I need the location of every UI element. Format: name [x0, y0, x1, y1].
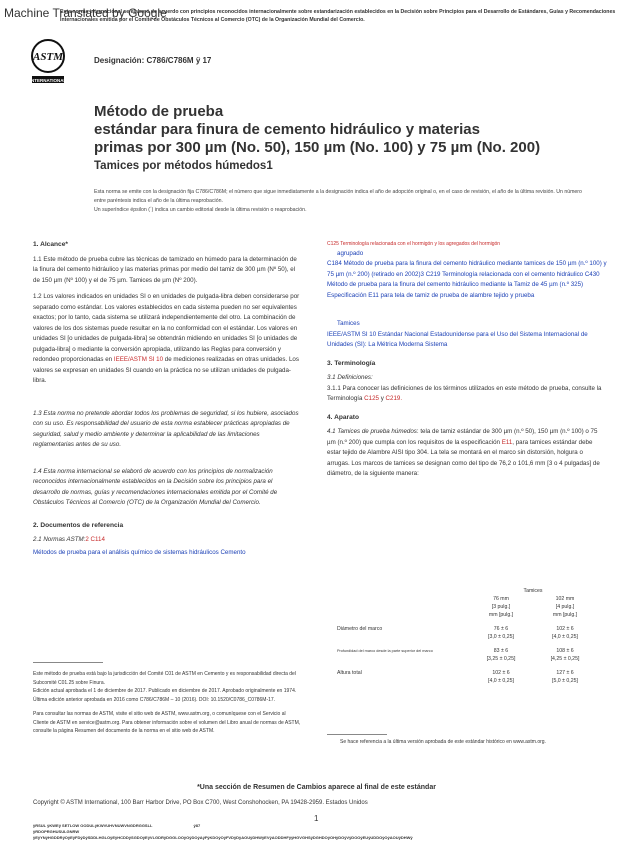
footnote-rule — [33, 662, 103, 663]
footer-code-1: ÿRSUL ÿKWEÿ SETLOW OODULÿKWVUHVNUWVNGDRGGSLL ÿ87 — [33, 823, 201, 828]
para-1-3: 1.3 Esta norma no pretende abordar todos los problemas de seguridad, si los hubiere, asociados con su uso. Es responsabilidad del usuario de esta norma establecer prácticas apropiadas de seguridad, salud y medio ambiente y determinar la aplicabilidad de las limitaciones reglamentarias antes de su uso. — [33, 409, 299, 448]
designation-notes — [94, 188, 584, 215]
footnote-1: Este método de prueba está bajo la jurisdicción del Comité C01 de ASTM en Cemento y es responsabilidad directa del Subcomité C01.25 sobre Finura. — [33, 671, 296, 686]
table-head: Tamices — [523, 588, 543, 594]
c219-link[interactable]: C219. — [385, 395, 403, 402]
copyright: Copyright © ASTM International, 100 Barr Harbor Drive, PO Box C700, West Conshohocken, PA 19428-2959. Estados Unidos — [33, 800, 368, 806]
note-1: Esta norma se emite con la designación fija C786/C786M; el número que sigue inmediatamente a la designación indica el año de adopción original o, en el caso de revisión, el año de la última revisión. Un número entre paréntesis indica el año de la última reaprobación. — [94, 189, 582, 204]
c114-link[interactable]: 2 C114 — [85, 536, 105, 543]
top-note: Esta norma internacional se elaboró de acuerdo con principios reconocidos internacionalmente sobre estandarización establecidos en la Decisión sobre Principios para el Desarrollo de Estándares, Guías y Recomendaciones Internacionales emitida por el Comité de Obstáculos Técnicos al Comercio (OTC) de la Organización Mundial del Comercio. — [60, 9, 616, 23]
sieve-table: Tamices 76 mm [3 pulg.] mm [pulg.] 102 mm [4 pulg.] mm [pulg.] Diámetro del marco 76 ± 6 [3,0 ± 0,25] 102 ± 6 [4,0 ± 0,25] Profundidad del marco desde la parte superior del marco 83 ± 6 [3,25 ± 0,25] 108 ± 6 [4,25 ± 0,25] Altura total 102 ± 6 [4,0 ± 0,25] 127 ± 6 [5,0 ± 0,25] — [335, 587, 605, 685]
page-title: Método de prueba estándar para finura de cemento hidráulico y materias primas por 300 µm (No. 50), 150 µm (No. 100) y 75 µm (No. 200) Tamices por métodos húmedos1 — [94, 103, 541, 172]
ref-c125: C125 Terminología relacionada con el hormigón y los agregados del hormigón — [327, 241, 501, 247]
e11-link[interactable]: E11 — [501, 438, 513, 446]
footnote-2: Para consultar las normas de ASTM, visite el sitio web de ASTM, www.astm.org, o comuníquese con el Servicio al Cliente de ASTM en service@astm.org. Para obtener información sobre el volumen del Libro anual de normas de ASTM, consulte la página Resumen del documento de la norma en el sitio web de ASTM. — [33, 711, 301, 734]
c114-title: Métodos de prueba para el análisis químico de sistemas hidráulicos Cemento — [33, 548, 246, 556]
para-2-1: 2.1 Normas ASTM:2 C114 — [33, 536, 105, 543]
c125-link[interactable]: C125 — [364, 395, 379, 402]
footnote-3: Se hace referencia a la última versión aprobada de este estándar histórico en www.astm.org. — [340, 739, 546, 745]
table-row: Altura total 102 ± 6 [4,0 ± 0,25] 127 ± 6 [5,0 ± 0,25] — [337, 670, 578, 684]
section-2-heading: 2. Documentos de referencia — [33, 521, 124, 529]
footer-code-3: ÿEÿYNÿHGDDRÿOÿEÿFDÿDÿSDDLHGLOÿEÿHCDDÿSGDOÿEÿVLGDRÿDGGLOOÿOÿDOÿAÿFÿKDOÿOÿFVDÿDÿAOUÿDHWÿEVÿAODDHFÿÿHGVGHSÿDGHDOÿOHÿDOÿVÿDOOÿEUÿUDDOÿOÿAOUÿDHWÿ — [33, 835, 413, 840]
para-3-1: 3.1 Definiciones: — [327, 374, 373, 381]
ref-c184-c219-c430-e11: C184 Método de prueba para la finura del cemento hidráulico mediante tamices de 150 µm (n.º 100) y 75 µm (n.º 200) (retirado en 2002)3 C219 Terminología relacionada con el cemento hidráulico C430 Método de prueba para la finura del cemento hidráulico mediante la Tamiz de 45 µm (n.º 325) Especificación E11 para tela de tamiz de prueba de alambre tejido y prueba — [327, 260, 607, 299]
svg-text:INTERNATIONAL: INTERNATIONAL — [30, 78, 66, 83]
right-column: C125 Terminología relacionada con el hormigón y los agregados del hormigón agrupado C184 Método de prueba para la finura del cemento hidráulico mediante tamices de 150 µm (n.º 100) y 75 µm (n.º 200) (retirado en 2002)3 C219 Terminología relacionada con el cemento hidráulico C430 Método de prueba para la finura del cemento hidráulico mediante la Tamiz de 45 µm (n.º 325) Especificación E11 para tela de tamiz de prueba de alambre tejido y prueba Tamices IEEE/ASTM SI 10 Estándar Nacional Estadounidense para el Uso del Sistema Internacional de Unidades (SI): La Métrica Moderna Sistema 3. Terminología 3.1 Definiciones: 3.1.1 Para conocer las definiciones de los términos utilizados en este método de prueba, consulte la Terminología C125 y C219. 4. Aparato 4.1 Tamices de prueba húmedos: tela de tamiz estándar de 300 µm (n.º 50), 150 µm (n.º 100) o 75 µm (n.º 200) que cumpla con los requisitos de la especificación E11, para tamices estándar debe estar tejido de Alambre AISI tipo 304. La tela se montará en el marco sin distorsión, holgura o arrugas. Los marcos de tamices se designan como del tipo de 76,2 o 101,6 mm [3 o 4 pulgadas] de diámetro, de la siguiente manera: — [327, 240, 607, 480]
section-4-heading: 4. Aparato — [327, 413, 359, 421]
table-row: Profundidad del marco desde la parte superior del marco 83 ± 6 [3,25 ± 0,25] 108 ± 6 [4,25 ± 0,25] — [337, 648, 580, 662]
ieee-si10-link[interactable]: IEEE/ASTM SI 10 — [113, 356, 164, 363]
note-2: Un superíndice épsilon (´) indica un cambio editorial desde la última revisión o reaprobación. — [94, 207, 307, 213]
page-number: 1 — [314, 814, 319, 823]
para-1-4: 1.4 Esta norma internacional se elaboró de acuerdo con los principios de normalización reconocidos internacionalmente establecidos en la Decisión sobre los principios para el desarrollo de normas, guías y recomendaciones internacionales emitida por el Comité de Obstáculos Técnicos al Comercio (OTC) de la Organización Mundial del Comercio. — [33, 467, 278, 506]
summary-of-changes-note: *Una sección de Resumen de Cambios aparece al final de este estándar — [197, 784, 436, 791]
para-4-1: 4.1 Tamices de prueba húmedos: tela de tamiz estándar de 300 µm (n.º 50), 150 µm (n.º 100) o 75 µm (n.º 200) que cumpla con los requisitos de la especificación E11, para tamices estándar debe estar tejido de Alambre AISI tipo 304. La tela se montará en el marco sin distorsión, holgura o arrugas. Los marcos de tamices se designan como del tipo de 76,2 o 101,6 mm [3 o 4 pulgadas] de diámetro, de la siguiente manera: — [327, 428, 600, 477]
astm-logo — [30, 38, 66, 86]
designation: Designación: C786/C786M ÿ 17 — [94, 56, 212, 65]
footer-code-2: ÿRDOPRGHUSULGNRW — [33, 829, 80, 834]
section-1-heading: 1. Alcance* — [33, 241, 68, 248]
para-1-2: 1.2 Los valores indicados en unidades SI o en unidades de pulgada-libra deben considerarse por separado como estándar. Los valores establecidos en cada sistema pueden no ser equivalentes exactos; por lo tanto, cada sistema se utilizará independientemente del otro. La combinación de valores de los dos sistemas puede resultar en la no conformidad con el estándar. Los valores en unidades SI [o unidades de pulgada-libra] se obtendrán midiendo en unidades SI [o unidades de pulgada-libra] o mediante la conversión apropiada, utilizando las Reglas para conversión y redondeo proporcionadas en IEEE/ASTM SI 10 de mediciones realizadas en otras unidades. Los valores se expresan en unidades SI cuando en la práctica no se utilizan unidades de pulgada-libra. — [33, 293, 300, 384]
table-row: Diámetro del marco 76 ± 6 [3,0 ± 0,25] 102 ± 6 [4,0 ± 0,25] — [337, 626, 578, 640]
para-1-1: 1.1 Este método de prueba cubre las técnicas de tamizado en húmedo para la determinación de la finura del cemento hidráulico y las materias primas por medio del tamiz de 300 µm (Nº 50), el de 150 µm (Nº 100) y el de 75 µm. Tamices de µm (Nº 200). — [33, 255, 297, 284]
machine-translated-badge: Machine Translated by Google — [4, 6, 167, 20]
svg-text:ASTM: ASTM — [33, 51, 63, 63]
footnote-rule-right — [327, 734, 387, 735]
ref-ieee-si10: IEEE/ASTM SI 10 Estándar Nacional Estadounidense para el Uso del Sistema Internacional de Unidades (SI): La Métrica Moderna Sistema — [327, 330, 588, 348]
left-column — [33, 240, 301, 558]
footnote-1b: Edición actual aprobada el 1 de diciembre de 2017. Publicado en diciembre de 2017. Aprobado originalmente en 1974. Última edición anterior aprobada en 2016 como C786/C786M – 10 (2016). DOI: 10.1520/C0786_C0786M-17. — [33, 688, 297, 703]
para-3-1-1: 3.1.1 Para conocer las definiciones de los términos utilizados en este método de prueba, consulte la Terminología C125 y C219. — [327, 384, 602, 402]
section-3-heading: 3. Terminología — [327, 359, 376, 367]
left-footnotes — [33, 670, 301, 736]
